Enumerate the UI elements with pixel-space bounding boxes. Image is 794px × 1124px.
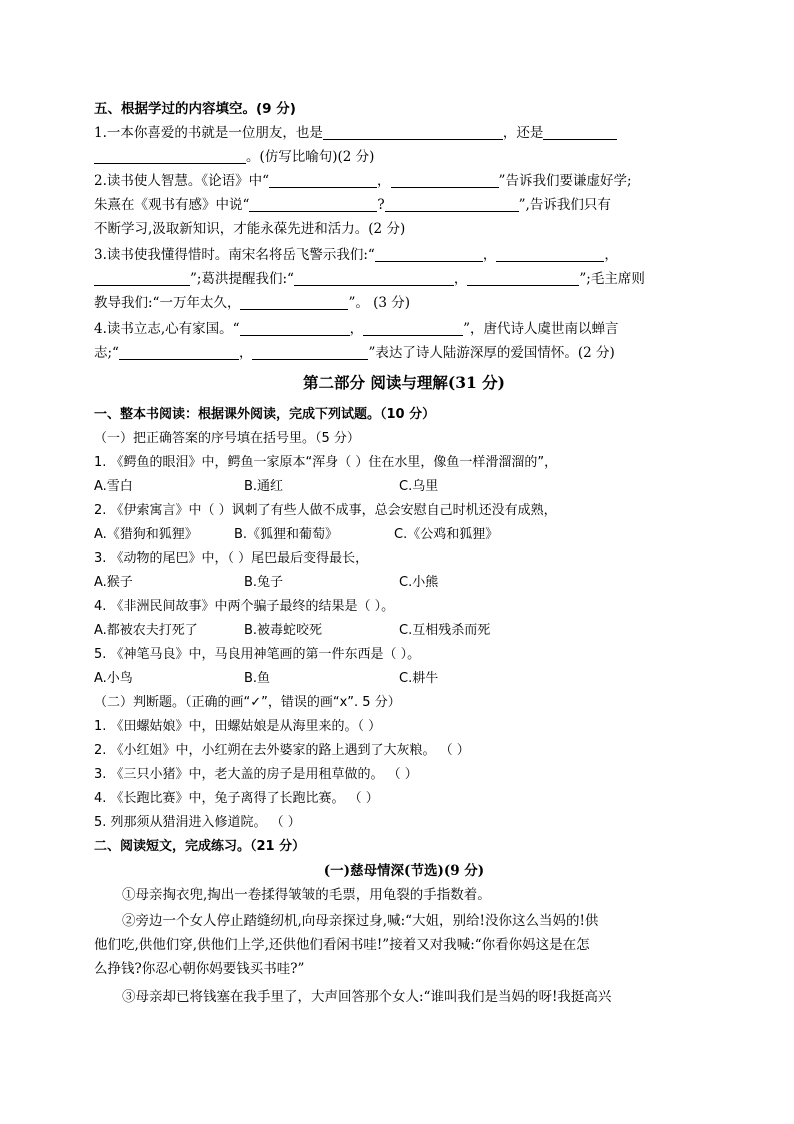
q4-line1: 4.读书立志,心有家国。“ ， ”，唐代诗人虞世南以蝉言 bbox=[94, 321, 619, 337]
option-c[interactable]: C.互相残杀而死 bbox=[399, 623, 491, 638]
answer-blank[interactable] bbox=[375, 246, 483, 262]
option-a[interactable]: A.雪白 bbox=[94, 479, 133, 494]
mc-options-4 bbox=[94, 620, 714, 642]
mc-options-1 bbox=[94, 476, 714, 498]
option-b[interactable]: B.通红 bbox=[244, 479, 284, 494]
q3-line1: 3.读书使我懂得惜时。南宋名将岳飞警示我们:“ ， ， bbox=[94, 247, 618, 263]
mc-options-5 bbox=[94, 668, 714, 690]
option-a[interactable]: A.小鸟 bbox=[94, 671, 133, 686]
answer-blank[interactable] bbox=[391, 172, 499, 188]
answer-blank[interactable] bbox=[363, 320, 463, 336]
option-c[interactable]: C.《公鸡和狐狸》 bbox=[394, 527, 499, 542]
q2-line1: 2.读书使人智慧。《论语》中“ ， ”告诉我们要谦虚好学; bbox=[94, 173, 632, 189]
answer-blank[interactable] bbox=[240, 320, 350, 336]
passage-paragraph-1: ①母亲掏衣兜,掏出一卷揉得皱皱的毛票，用龟裂的手指数着。 bbox=[122, 887, 491, 903]
option-b[interactable]: B.被毒蛇咬死 bbox=[244, 623, 323, 638]
part2-title: 第二部分 阅读与理解(31 分) bbox=[302, 373, 506, 392]
option-c[interactable]: C.耕牛 bbox=[399, 671, 439, 686]
option-a[interactable]: A.《猎狗和狐狸》 bbox=[94, 527, 198, 542]
mc-options-2 bbox=[94, 524, 714, 546]
reading1-heading: 一、整本书阅读：根据课外阅读，完成下列试题。（10 分） bbox=[94, 407, 436, 422]
judge-item-4: 4. 《长跑比赛》中，兔子离得了长跑比赛。 （ ） bbox=[94, 791, 379, 806]
reading1-sub2: （二）判断题。（正确的画“✓”，错误的画“x”. 5 分） bbox=[94, 695, 401, 710]
option-c[interactable]: C.乌里 bbox=[399, 479, 439, 494]
q2-line3: 不断学习,汲取新知识，才能永葆先进和活力。(2 分) bbox=[94, 221, 406, 237]
judge-item-1: 1. 《田螺姑娘》中，田螺姑娘是从海里来的。（ ） bbox=[94, 719, 382, 734]
option-a[interactable]: A.猴子 bbox=[94, 575, 133, 590]
option-c[interactable]: C.小熊 bbox=[399, 575, 439, 590]
answer-blank[interactable] bbox=[385, 196, 519, 212]
option-b[interactable]: B.鱼 bbox=[244, 671, 271, 686]
mc-question-4: 4. 《非洲民间故事》中两个骗子最终的结果是（ ）。 bbox=[94, 599, 395, 614]
passage-title: (一)慈母情深(节选)(9 分) bbox=[323, 863, 485, 879]
judge-item-3: 3. 《三只小猪》中，老大盖的房子是用租草做的。 （ ） bbox=[94, 767, 418, 782]
option-b[interactable]: B.《狐狸和葡萄》 bbox=[234, 527, 339, 542]
passage-paragraph-2-cont: 他们吃,供他们穿,供他们上学,还供他们看闲书哇!”接着又对我喊:“你看你妈这是在怎 bbox=[94, 937, 590, 953]
mc-question-3: 3. 《动物的尾巴》中，（ ）尾巴最后变得最长， bbox=[94, 551, 369, 566]
q3-line2: ”;葛洪提醒我们:“ ， ”;毛主席则 bbox=[94, 268, 714, 290]
answer-blank[interactable] bbox=[269, 172, 377, 188]
option-a[interactable]: A.都被农夫打死了 bbox=[94, 623, 198, 638]
section5-heading: 五、根据学过的内容填空。(9 分) bbox=[94, 101, 296, 117]
mc-options-3 bbox=[94, 572, 714, 594]
reading1-sub1: （一）把正确答案的序号填在括号里。（5 分） bbox=[94, 431, 360, 446]
mc-question-2: 2. 《伊索寓言》中（ ）讽刺了有些人做不成事，总会安慰自己时机还没有成熟， bbox=[94, 503, 557, 518]
passage-paragraph-2: ②旁边一个女人停止踏缝纫机,向母亲探过身,喊:“大姐，别给!没你这么当妈的!供 bbox=[122, 913, 599, 929]
answer-blank[interactable] bbox=[496, 246, 604, 262]
answer-blank[interactable] bbox=[252, 344, 368, 360]
judge-item-2: 2. 《小红姐》中，小红朔在去外婆家的路上遇到了大灰粮。 （ ） bbox=[94, 743, 470, 758]
q1-line2: 。(仿写比喻句)(2 分) bbox=[94, 146, 714, 168]
answer-blank[interactable] bbox=[467, 270, 579, 286]
passage-paragraph-2-end: 么挣钱?你忍心朝你妈要钱买书哇?” bbox=[94, 961, 305, 977]
judge-item-5: 5. 列那须从猎涓进入修道院。 （ ） bbox=[94, 815, 301, 830]
answer-blank[interactable] bbox=[249, 196, 377, 212]
q2-line2: 朱熹在《观书有感》中说“ ? ”,告诉我们只有 bbox=[94, 197, 611, 213]
option-b[interactable]: B.兔子 bbox=[244, 575, 284, 590]
answer-blank[interactable] bbox=[94, 148, 246, 164]
q4-line2: 志;“ ， ”表达了诗人陆游深厚的爱国情怀。(2 分) bbox=[94, 345, 615, 361]
answer-blank[interactable] bbox=[543, 124, 617, 140]
answer-blank[interactable] bbox=[294, 270, 454, 286]
answer-blank[interactable] bbox=[119, 344, 239, 360]
q1-line1: 1.一本你喜爱的书就是一位朋友，也是 ，还是 bbox=[94, 122, 714, 144]
passage-paragraph-3: ③母亲却已将钱塞在我手里了，大声回答那个女人:“谁叫我们是当妈的呀!我挺高兴 bbox=[122, 989, 612, 1005]
answer-blank[interactable] bbox=[323, 124, 503, 140]
mc-question-5: 5. 《神笔马良》中，马良用神笔画的第一件东西是（ ）。 bbox=[94, 647, 421, 662]
answer-blank[interactable] bbox=[240, 294, 348, 310]
answer-blank[interactable] bbox=[94, 270, 190, 286]
q3-line3: 教导我们:“一万年太久， ”。 (3 分) bbox=[94, 295, 411, 311]
reading2-heading: 二、阅读短文，完成练习。（21 分） bbox=[94, 839, 306, 854]
mc-question-1: 1. 《鳄鱼的眼泪》中，鳄鱼一家原本“浑身（ ）住在水里，像鱼一样滑溜溜的”， bbox=[94, 455, 558, 470]
